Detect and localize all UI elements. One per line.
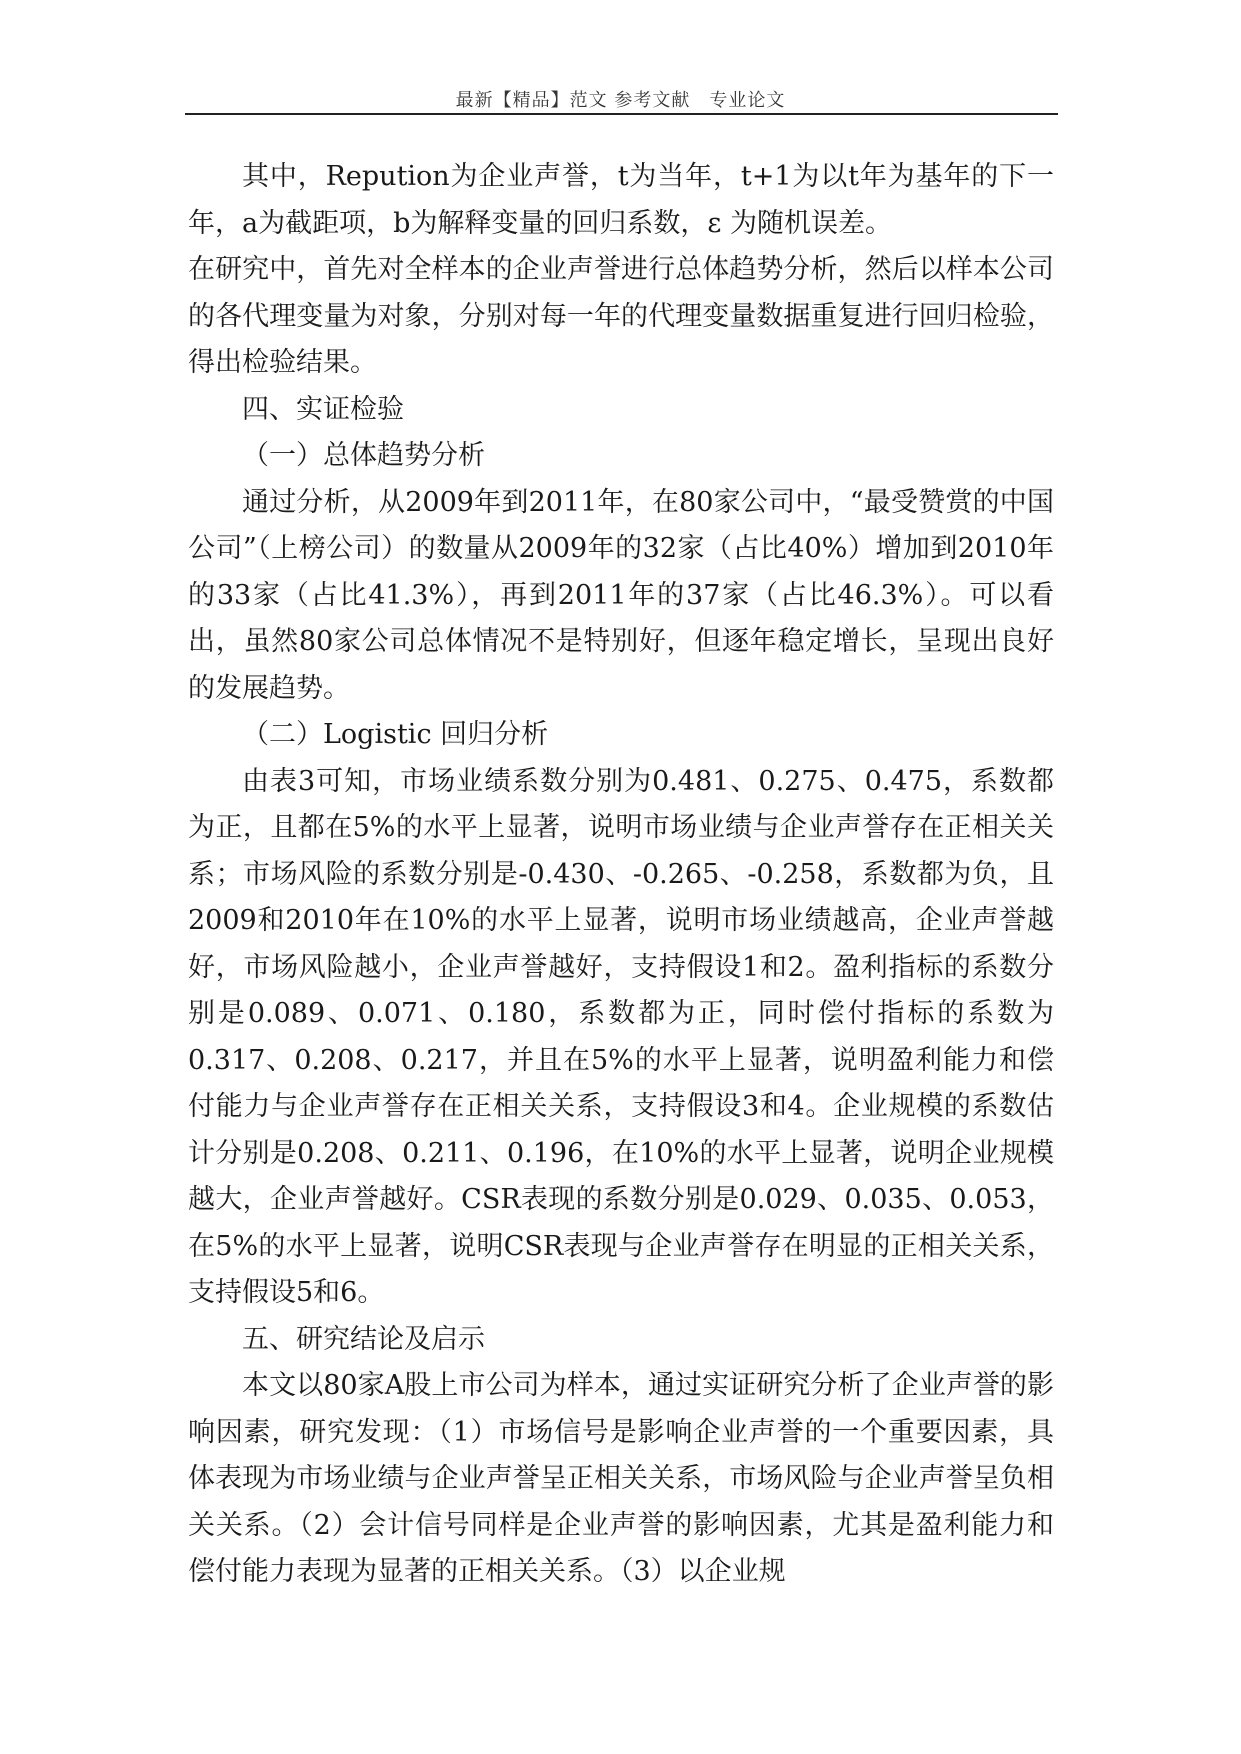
header-divider [185,113,1058,115]
paragraph-conclusions: 本文以80家A股上市公司为样本，通过实证研究分析了企业声誉的影响因素，研究发现：（1）市场信号是影响企业声誉的一个重要因素，具体表现为市场业绩与企业声誉呈正相关关系，市场风险与企业声誉呈负相关关系。（2）会计信号同样是企业声誉的影响因素，尤其是盈利能力和偿付能力表现为显著的正相关关系。（3）以企业规 [188,1370,1054,1587]
paragraph-trend-analysis: 通过分析，从2009年到2011年，在80家公司中，“最受赞赏的中国公司”（上榜公司）的数量从2009年的32家（占比40%）增加到2010年的33家（占比41.3%），再到2011年的37家（占比46.3%）。可以看出，虽然80家公司总体情况不是特别好，但逐年稳定增长，呈现出良好的发展趋势。 [188,486,1054,704]
page-header-title: 最新【精品】范文 参考文献 专业论文 [455,90,786,111]
section-heading-conclusions: 五、研究结论及启示 [242,1323,485,1355]
paragraph-model-definition: 其中，Repution为企业声誉，t为当年，t+1为以t年为基年的下一年，a为截距项，b为解释变量的回归系数，ε 为随机误差。 [188,161,1054,239]
paragraph-regression-results: 由表3可知，市场业绩系数分别为0.481、0.275、0.475，系数都为正，且都在5%的水平上显著，说明市场业绩与企业声誉存在正相关关系；市场风险的系数分别是-0.430、-0.265、-0.258，系数都为负，且2009和2010年在10%的水平上显著，说明市场业绩越高，企业声誉越好，市场风险越小，企业声誉越好，支持假设1和2。盈利指标的系数分别是0.089、0.071、0.180，系数都为正，同时偿付指标的系数为0.317、0.208、0.217，并且在5%的水平上显著，说明盈利能力和偿付能力与企业声誉存在正相关关系，支持假设3和4。企业规模的系数估计分别是0.208、0.211、0.196，在10%的水平上显著，说明企业规模越大，企业声誉越好。CSR表现的系数分别是0.029、0.035、0.053，在5%的水平上显著，说明CSR表现与企业声誉存在明显的正相关关系，支持假设5和6。 [188,765,1054,1308]
section-heading-empirical-test: 四、实证检验 [242,393,404,425]
paragraph-research-method: 在研究中，首先对全样本的企业声誉进行总体趋势分析，然后以样本公司的各代理变量为对象，分别对每一年的代理变量数据重复进行回归检验，得出检验结果。 [188,254,1054,378]
subsection-heading-logistic-regression: （二）Logistic 回归分析 [242,719,549,750]
document-body [188,154,1054,1596]
subsection-heading-trend-analysis: （一）总体趋势分析 [242,440,485,471]
